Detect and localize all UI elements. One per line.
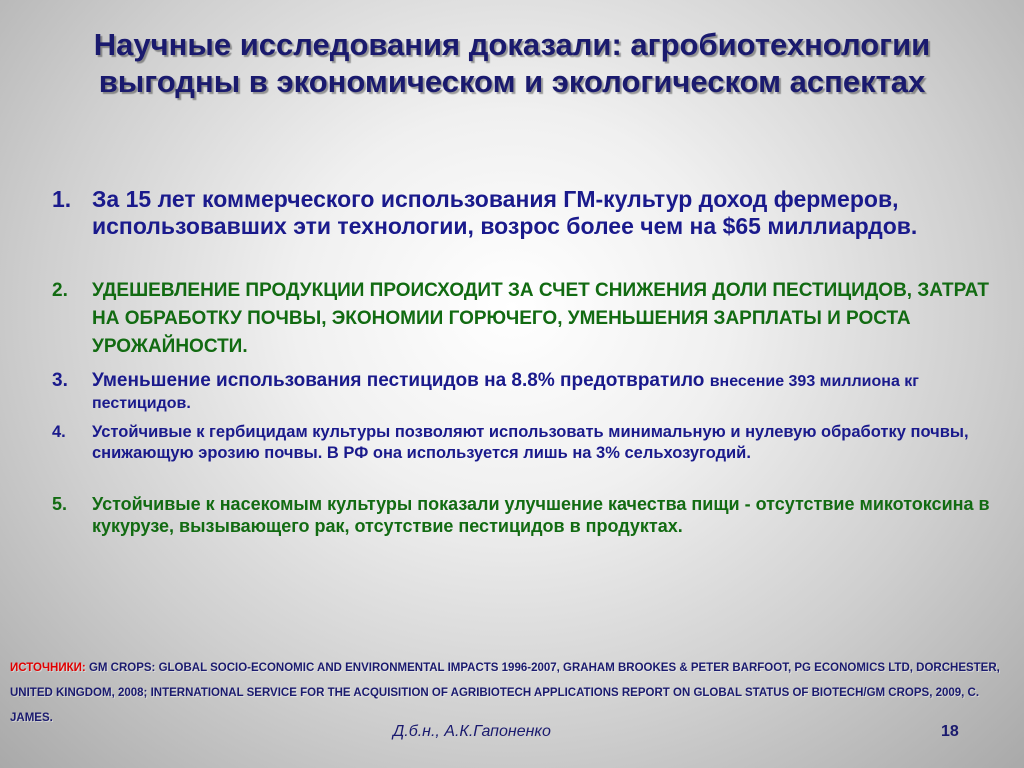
item-number: 5.: [52, 494, 68, 514]
list-item: [52, 370, 1012, 414]
list-item: [52, 277, 1012, 361]
item-text: Уменьшение использования пестицидов на 8.8% предотвратило: [92, 370, 705, 391]
item-text-wrap: [92, 370, 1012, 414]
item-number: 2.: [52, 280, 68, 301]
author-credit: Д.б.н., А.К.Гапоненко: [393, 723, 551, 740]
item-number: 4.: [52, 423, 66, 441]
item-text: Устойчивые к насекомым культуры показали улучшение качества пищи - отсутствие микотоксина в кукурузе, вызывающего рак, отсутствие пестицидов в продуктах.: [92, 494, 990, 536]
slide-title: Научные исследования доказали: агробиотехнологии выгодны в экономическом и экологическом аспектах: [93, 27, 931, 99]
list-item: [52, 493, 1012, 537]
item-text: УДЕШЕВЛЕНИЕ ПРОДУКЦИИ ПРОИСХОДИТ ЗА СЧЕТ СНИЖЕНИЯ ДОЛИ ПЕСТИЦИДОВ, ЗАТРАТ НА ОБРАБОТКУ ПОЧВЫ, ЭКОНОМИИ ГОРЮЧЕГО, УМЕНЬШЕНИЯ ЗАРПЛАТЫ И РОСТА УРОЖАЙНОСТИ.: [92, 280, 990, 357]
list-item: [52, 186, 1012, 240]
list-item: [52, 422, 1012, 464]
sources-text: GM CROPS: GLOBAL SOCIO-ECONOMIC AND ENVIRONMENTAL IMPACTS 1996-2007, GRAHAM BROOKES & PETER BARFOOT, PG ECONOMICS LTD, DORCHESTER, UNITED KINGDOM, 2008; INTERNATIONAL SERVICE FOR THE ACQUISITION OF AGRIBIOTECH APPLICATIONS REPORT ON GLOBAL STATUS OF BIOTECH/GM CROPS, 2009, C. JAMES.: [10, 662, 1000, 724]
page-number: 18: [941, 723, 959, 740]
item-number: 1.: [52, 186, 72, 212]
item-text-small: внесение 393 миллиона кг пестицидов.: [92, 373, 919, 412]
item-text: За 15 лет коммерческого использования ГМ-культур доход фермеров, использовавших эти технологии, возрос более чем на $65 миллиардов.: [92, 186, 918, 239]
item-number: 3.: [52, 370, 68, 391]
sources-label: ИСТОЧНИКИ:: [10, 662, 86, 674]
sources-note: [10, 656, 1014, 731]
item-text: Устойчивые к гербицидам культуры позволяют использовать минимальную и нулевую обработку почвы, снижающую эрозию почвы. В РФ она используется лишь на 3% сельхозугодий.: [92, 423, 969, 462]
